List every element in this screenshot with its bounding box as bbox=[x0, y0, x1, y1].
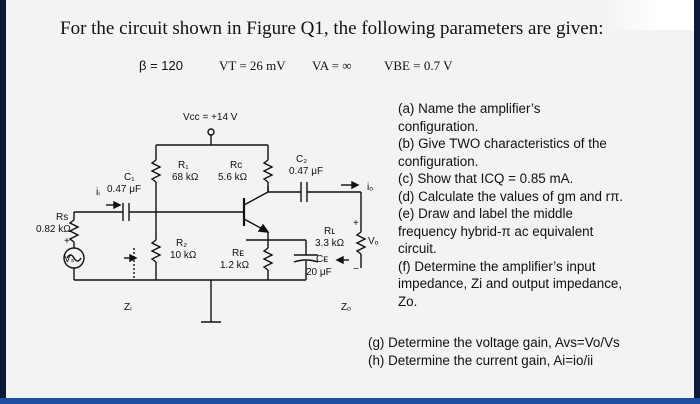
emitter-arrow-icon bbox=[259, 225, 268, 232]
question-sheet bbox=[6, 0, 694, 398]
question-line: (f) Determine the amplifier’s input bbox=[398, 258, 596, 274]
rc-name: Rc bbox=[230, 160, 243, 171]
re-name: Rᴇ bbox=[232, 248, 245, 259]
param-vbe: VBE = 0.7 V bbox=[384, 58, 453, 73]
r1-name: R₁ bbox=[178, 160, 189, 171]
question-line: configuration. bbox=[398, 153, 479, 169]
vcc-terminal bbox=[208, 129, 214, 135]
question-line: (c) Show that ICQ = 0.85 mA. bbox=[398, 171, 574, 186]
rl-resistor bbox=[357, 232, 365, 254]
question-line: (e) Draw and label the middle bbox=[398, 206, 573, 221]
vs-plus: + bbox=[64, 236, 70, 247]
zi-label: Zᵢ bbox=[124, 302, 132, 313]
rc-resistor bbox=[264, 160, 272, 182]
r1-resistor bbox=[152, 160, 160, 182]
question-line: (g) Determine the voltage gain, Avs=Vo/Vs bbox=[368, 335, 620, 350]
question-line: configuration. bbox=[398, 118, 479, 134]
r2-name: R₂ bbox=[176, 238, 188, 249]
rs-name: Rs bbox=[56, 212, 69, 223]
vo-minus: − bbox=[353, 264, 359, 275]
param-va: VA = ∞ bbox=[312, 58, 352, 73]
ii-label: iᵢ bbox=[96, 187, 100, 198]
io-label: iₒ bbox=[367, 182, 373, 193]
param-vt: VT = 26 mV bbox=[219, 58, 286, 73]
blurred-corner bbox=[604, 0, 694, 30]
c1-name: C₁ bbox=[124, 172, 135, 183]
question-line: (h) Determine the current gain, Ai=io/ii bbox=[368, 353, 594, 368]
vcc-label: Vcc = +14 V bbox=[183, 112, 238, 123]
vs-label: Vₛ bbox=[64, 254, 75, 265]
question-line: impedance, Zi and output impedance, bbox=[398, 276, 623, 291]
rl-name: Rʟ bbox=[324, 226, 336, 237]
bottom-bar bbox=[0, 398, 700, 404]
question-line: (a) Name the amplifier’s bbox=[398, 101, 541, 116]
rs-resistor bbox=[70, 220, 78, 242]
question-line: circuit. bbox=[398, 241, 437, 256]
param-beta: β = 120 bbox=[139, 58, 183, 73]
ce-value: 20 μF bbox=[306, 267, 332, 278]
vo-label: Vₒ bbox=[368, 236, 379, 247]
question-line: Zo. bbox=[398, 293, 418, 309]
rc-value: 5.6 kΩ bbox=[218, 172, 248, 183]
ce-name: Cᴇ bbox=[316, 254, 329, 265]
question-line: (d) Calculate the values of gm and rπ. bbox=[398, 188, 624, 204]
question-line: (b) Give TWO characteristics of the bbox=[398, 136, 607, 151]
rl-value: 3.3 kΩ bbox=[315, 238, 345, 249]
question-list bbox=[398, 100, 698, 310]
io-arrow-icon bbox=[352, 182, 358, 188]
c2-value: 0.47 μF bbox=[289, 166, 324, 177]
rs-value: 0.82 kΩ bbox=[36, 224, 71, 235]
c1-value: 0.47 μF bbox=[107, 184, 142, 195]
zi-arrow-icon bbox=[130, 255, 136, 261]
circuit-diagram bbox=[6, 0, 401, 330]
ii-arrow-icon bbox=[114, 202, 120, 208]
vo-plus: + bbox=[353, 218, 359, 229]
re-resistor bbox=[264, 248, 272, 270]
r2-resistor bbox=[152, 240, 160, 262]
re-value: 1.2 kΩ bbox=[220, 260, 250, 271]
r2-value: 10 kΩ bbox=[170, 250, 197, 261]
zo-arrow-icon bbox=[337, 257, 343, 263]
question-line: frequency hybrid-π ac equivalent bbox=[398, 223, 594, 239]
r1-value: 68 kΩ bbox=[172, 172, 199, 183]
zo-label: Zₒ bbox=[341, 302, 351, 313]
question-title: For the circuit shown in Figure Q1, the following parameters are given: bbox=[60, 18, 604, 39]
c2-name: C₂ bbox=[296, 154, 308, 165]
question-list-2 bbox=[368, 334, 698, 370]
